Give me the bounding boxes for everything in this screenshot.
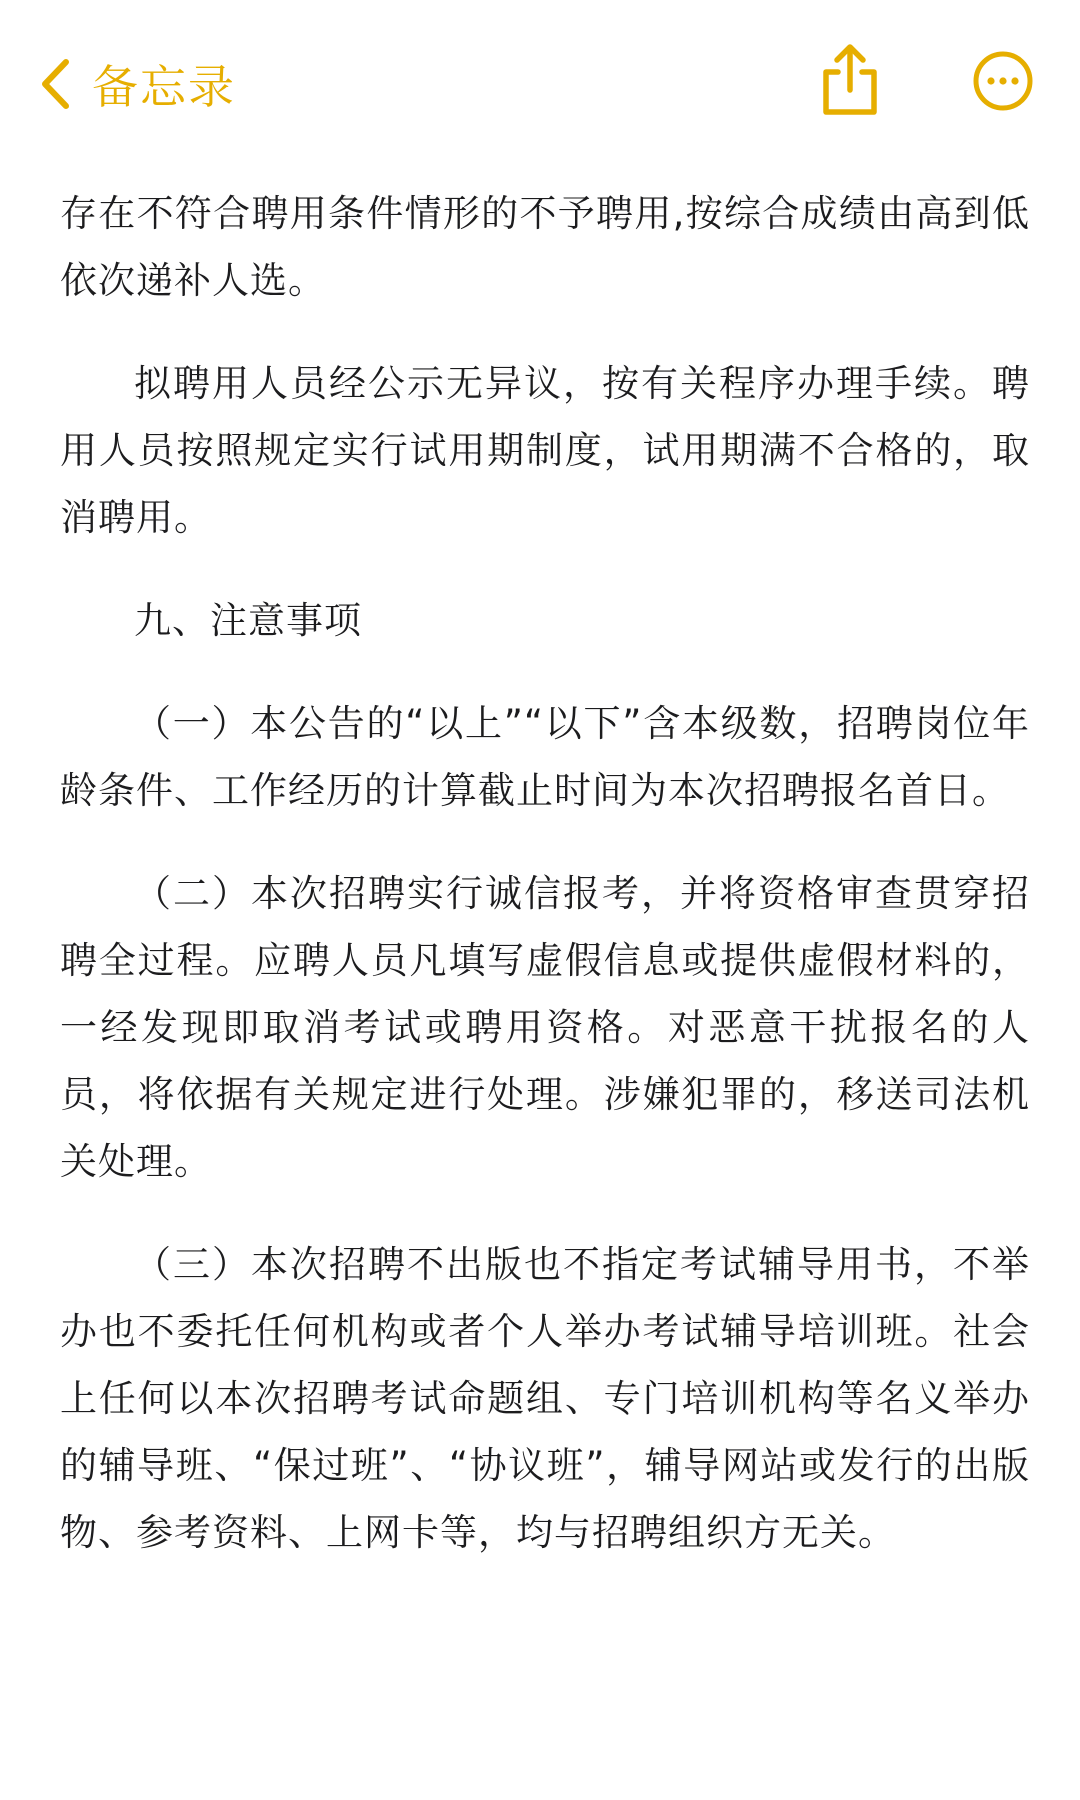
more-button[interactable] (972, 50, 1034, 112)
nav-bar (0, 0, 1080, 160)
back-button[interactable] (40, 52, 236, 116)
note-section-heading: 九、注意事项 (134, 599, 362, 642)
note-body[interactable] (60, 180, 1030, 1602)
note-paragraph: 拟聘用人员经公示无异议，按有关程序办理手续。聘用人员按照规定实行试用期制度，试用期满不合格的，取消聘用。 (60, 362, 1030, 539)
note-paragraph: （一）本公告的“以上”“以下”含本级数，招聘岗位年龄条件、工作经历的计算截止时间为本次招聘报名首日。 (60, 702, 1030, 812)
back-label: 备忘录 (92, 60, 236, 114)
share-icon (818, 42, 882, 118)
note-paragraph: （三）本次招聘不出版也不指定考试辅导用书，不举办也不委托任何机构或者个人举办考试辅导培训班。社会上任何以本次招聘考试命题组、专门培训机构等名义举办的辅导班、“保过班”、“协议班”，辅导网站或发行的出版物、参考资料、上网卡等，均与招聘组织方无关。 (60, 1243, 1030, 1554)
chevron-left-icon (40, 58, 70, 110)
note-paragraph: （二）本次招聘实行诚信报考，并将资格审查贯穿招聘全过程。应聘人员凡填写虚假信息或提供虚假材料的，一经发现即取消考试或聘用资格。对恶意干扰报名的人员，将依据有关规定进行处理。涉嫌犯罪的，移送司法机关处理。 (60, 872, 1030, 1183)
more-icon (972, 50, 1034, 112)
note-paragraph: 存在不符合聘用条件情形的不予聘用,按综合成绩由高到低依次递补人选。 (60, 192, 1030, 302)
share-button[interactable] (818, 42, 882, 118)
